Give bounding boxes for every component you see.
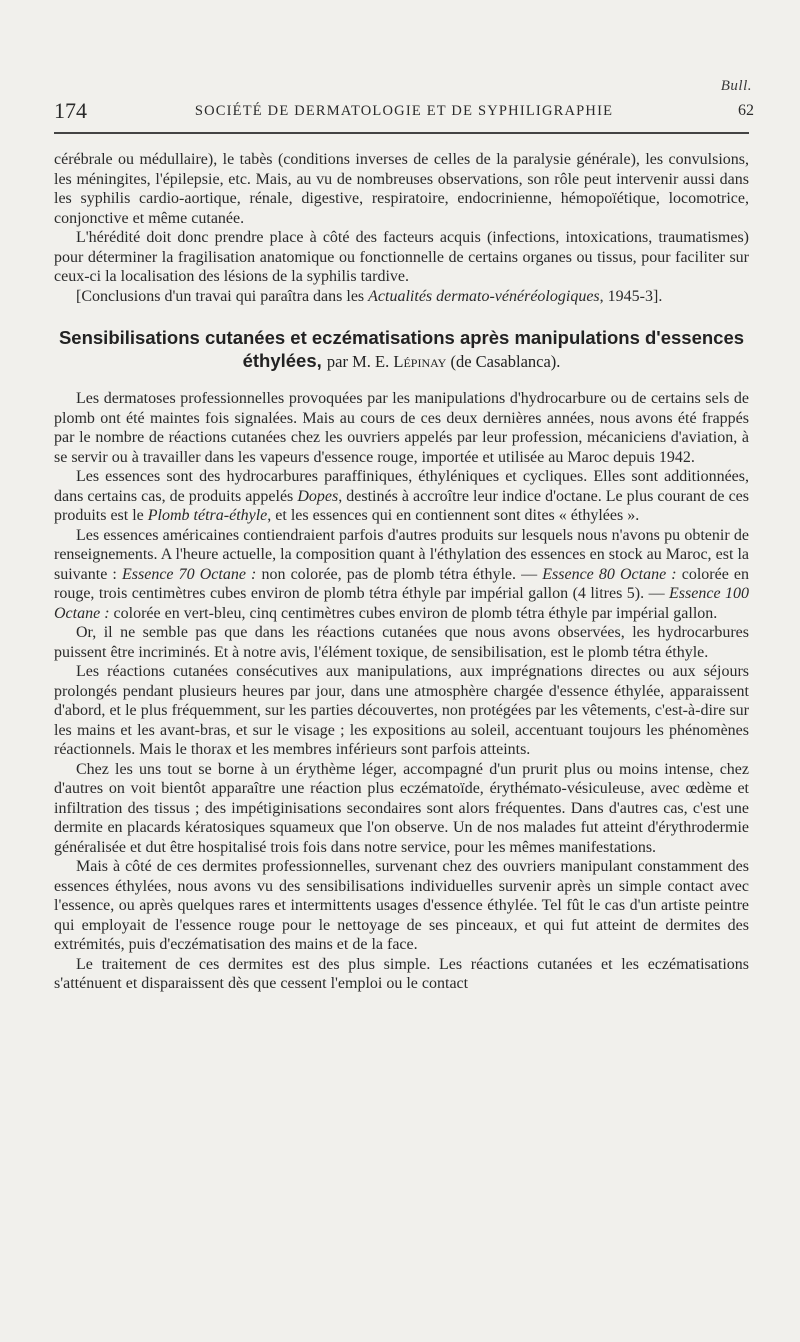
paragraph: L'hérédité doit donc prendre place à côté des facteurs acquis (infections, intoxications, traumatismes) pour déterminer la fragilisation anatomique ou fonctionnelle de certains organes ou tissus, pour faciliter sur ceux-ci la localisation des lésions de la syphilis tardive. bbox=[54, 229, 749, 285]
term: Plomb tétra-éthyle bbox=[147, 507, 268, 524]
text-run: , et les essences qui en contiennent sont dites « éthylées ». bbox=[267, 507, 640, 524]
term: Essence 80 Octane : bbox=[542, 565, 677, 583]
text-run: , destinés à accroître leur indice d'octane. Le plus courant de ces produits est le bbox=[54, 487, 750, 524]
paragraph bbox=[54, 467, 749, 526]
paragraph bbox=[54, 526, 749, 624]
paragraph: Les dermatoses professionnelles provoquées par les manipulations d'hydrocarbure ou de certains sels de plomb ont été maintes fois signalées. Mais au cours de ces deux dernières années, nous avons été frappés par le nombre de réactions cutanées chez les ouvriers appelés par leur profession, mécaniciens d'aviation, à se servir ou à travailler dans les vapeurs d'essence rouge, importée et utilisée au Maroc depuis 1942. bbox=[54, 390, 749, 466]
journal-title: Actualités dermato-vénéréologiques bbox=[368, 287, 600, 305]
title-text: Sensibilisations cutanées et eczématisations après manipulations d'essences éthylées, bbox=[58, 327, 745, 371]
paragraph: Le traitement de ces dermites est des plus simple. Les réactions cutanées et les eczématisations s'atténuent et disparaissent dès que cessent l'emploi ou le contact bbox=[54, 955, 749, 992]
header-rule bbox=[54, 132, 749, 134]
text-run: colorée en rouge, trois centimètres cubes environ de plomb tétra éthyle par impérial gallon (4 litres 5). — bbox=[54, 565, 750, 602]
handwritten-note: Bull. bbox=[720, 78, 752, 94]
paragraph: cérébrale ou médullaire), le tabès (conditions inverses de celles de la paralysie générale), les convulsions, les méningites, l'épilepsie, etc. Mais, au vu de nombreuses observations, son rôle peut intervenir aussi dans les syphilis cardio-aortique, rénale, digestive, respiratoire, endocrinienne, hémopoïétique, locomotrice, conjonctive et même cutanée. bbox=[54, 151, 749, 227]
paragraph bbox=[54, 287, 749, 307]
text-run: , 1945-3]. bbox=[599, 287, 663, 305]
paragraph: Mais à côté de ces dermites professionnelles, survenant chez des ouvriers manipulant constamment des essences éthylées, nous avons vu des sensibilisations individuelles survenir après un simple contact avec l'essence, ou après quelques rares et intermittents usages d'essence éthylée. Tel fût le cas d'un artiste peintre qui employait de l'essence rouge pour le nettoyage de ses pinceaux, et qui fut atteint de dermites des extrémités, puis d'eczématisation des mains et de la face. bbox=[54, 858, 749, 953]
text-run: Les essences américaines contiendraient parfois d'autres produits sur lesquels nous n'avons pu obtenir de renseignements. A l'heure actuelle, la composition quant à l'éthylation des essences en stock au Maroc, est la suivante : bbox=[54, 526, 749, 583]
author-name: Lépinay bbox=[393, 352, 447, 371]
text-run: non colorée, pas de plomb tétra éthyle. — bbox=[256, 565, 543, 583]
text-run: [Conclusions d'un travai qui paraîtra dans les bbox=[76, 287, 369, 305]
author-place: (de Casablanca). bbox=[450, 352, 561, 371]
byline-prefix: par M. E. bbox=[326, 352, 390, 371]
page-body bbox=[54, 150, 749, 994]
text-run: Les essences sont des hydrocarbures paraffiniques, éthyléniques et cycliques. Elles sont additionnées, dans certains cas, de produits appelés bbox=[54, 468, 749, 505]
handwritten-number: 62 bbox=[738, 102, 754, 119]
paragraph: Or, il ne semble pas que dans les réactions cutanées que nous avons observées, les hydrocarbures puissent être incriminés. Et à notre avis, l'élément toxique, de sensibilisation, est le plomb tétra éthyle. bbox=[54, 624, 749, 661]
running-title: SOCIÉTÉ DE DERMATOLOGIE ET DE SYPHILIGRAPHIE bbox=[194, 103, 614, 119]
term: Dopes bbox=[297, 487, 339, 505]
paragraph: Chez les uns tout se borne à un érythème léger, accompagné d'un prurit plus ou moins intense, chez d'autres on voit bientôt apparaître une réaction plus eczématoïde, érythémato-vésiculeuse, avec œdème et infiltration des tissus ; des impétiginisations secondaires sont alors fréquentes. Dans d'autres cas, c'est une dermite en placards kératosiques squameux que l'on observe. Un de nos malades fut atteint d'érythrodermie généralisée et dut être hospitalisé trois fois dans notre service, pour les mêmes manifestations. bbox=[54, 760, 749, 856]
text-run: colorée en vert-bleu, cinq centimètres cubes environ de plomb tétra éthyle par impérial gallon. bbox=[109, 604, 718, 622]
byline bbox=[327, 352, 561, 371]
article-title bbox=[54, 326, 749, 373]
running-header bbox=[54, 98, 754, 124]
term: Essence 100 Octane : bbox=[54, 585, 750, 622]
page-number: 174 bbox=[54, 98, 87, 123]
term: Essence 70 Octane : bbox=[121, 565, 257, 583]
paragraph: Les réactions cutanées consécutives aux manipulations, aux imprégnations directes ou aux séjours prolongés pendant plusieurs heures par jour, dans une atmosphère chargée d'essence éthylée, apparaissent d'abord, et le plus fréquemment, sur les parties découvertes, non protégées par les vêtements, c'est-à-dire sur les mains et les avant-bras, et sur le visage ; les expositions au soleil, accentuant toujours les phénomènes réactionnels. Mais le thorax et les membres inférieurs sont parfois atteints. bbox=[54, 663, 749, 758]
